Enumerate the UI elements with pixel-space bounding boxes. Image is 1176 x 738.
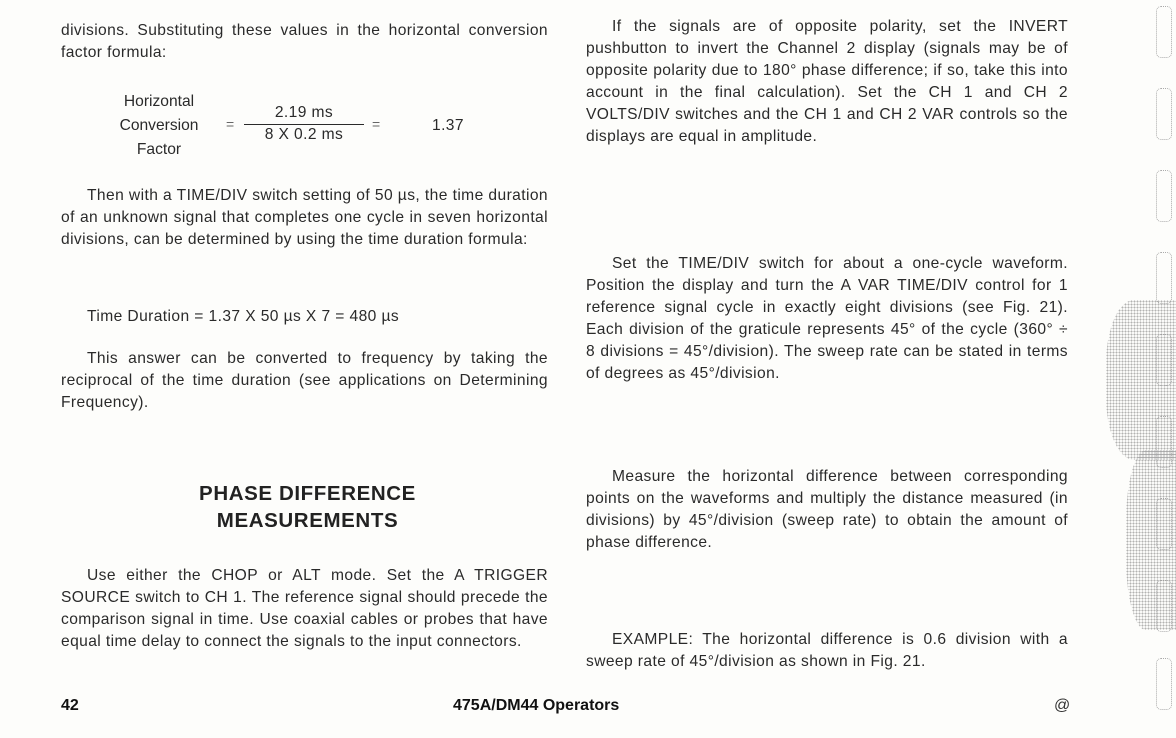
paragraph-text: Measure the horizontal difference between corresponding points on the waveforms and multiply the distance measured (in divisions) by 45°/division (sweep rate) to obtain the amount of phase difference. bbox=[586, 468, 1068, 551]
fraction bbox=[244, 104, 364, 144]
index-tab bbox=[1156, 170, 1172, 222]
right-paragraph-invert bbox=[586, 16, 1068, 148]
index-tab bbox=[1156, 252, 1172, 304]
page-number: 42 bbox=[61, 697, 79, 714]
left-paragraph-phase-setup bbox=[61, 565, 548, 653]
equals-sign: = bbox=[226, 116, 235, 132]
equals-sign: = bbox=[372, 116, 381, 132]
section-heading bbox=[110, 480, 505, 534]
time-duration-formula: Time Duration = 1.37 X 50 µs X 7 = 480 µs bbox=[87, 308, 400, 325]
fraction-numerator: 2.19 ms bbox=[244, 104, 364, 125]
left-paragraph-time-duration bbox=[61, 185, 548, 251]
left-paragraph-intro bbox=[61, 20, 548, 64]
heading-line: MEASUREMENTS bbox=[216, 509, 399, 532]
paragraph-text: This answer can be converted to frequency by taking the reciprocal of the time duration (see applications on Determining Frequency). bbox=[61, 350, 548, 411]
heading-line: PHASE DIFFERENCE bbox=[199, 482, 416, 505]
fraction-denominator: 8 X 0.2 ms bbox=[264, 126, 344, 143]
paragraph-text: divisions. Substituting these values in the horizontal conversion factor formula: bbox=[61, 22, 548, 61]
paragraph-text: Use either the CHOP or ALT mode. Set the A TRIGGER SOURCE switch to CH 1. The reference signal should precede the comparison signal in time. Use coaxial cables or probes that have equal time delay to connect the signals to the input connectors. bbox=[61, 567, 548, 650]
formula-label-line: Horizontal bbox=[123, 93, 195, 110]
right-paragraph-timediv bbox=[586, 253, 1068, 385]
paragraph-text: If the signals are of opposite polarity, set the INVERT pushbutton to invert the Channel 2 display (signals may be of opposite polarity due to 180° phase difference; if so, take this into account in the final calculation). Set the CH 1 and CH 2 VOLTS/DIV switches and the CH 1 and CH 2 VAR controls so the displays are equal in amplitude. bbox=[586, 18, 1068, 145]
paragraph-text: EXAMPLE: The horizontal difference is 0.6 division with a sweep rate of 45°/division as shown in Fig. 21. bbox=[586, 631, 1068, 670]
index-tab bbox=[1156, 88, 1172, 140]
scan-shadow bbox=[1126, 450, 1176, 630]
index-tab bbox=[1156, 6, 1172, 58]
formula-label-line: Factor bbox=[136, 141, 182, 158]
index-tab bbox=[1156, 658, 1172, 710]
right-paragraph-example bbox=[586, 629, 1068, 673]
formula-result: 1.37 bbox=[432, 117, 464, 134]
footer-title: 475A/DM44 Operators bbox=[453, 697, 620, 714]
paragraph-text: Set the TIME/DIV switch for about a one-cycle waveform. Position the display and turn the A VAR TIME/DIV control for 1 reference signal cycle in exactly eight divisions (see Fig. 21). Each division of the graticule represents 45° of the cycle (360° ÷ 8 divisions = 45°/division). The sweep rate can be stated in terms of degrees as 45°/division. bbox=[586, 255, 1068, 382]
right-paragraph-measure bbox=[586, 466, 1068, 554]
scan-shadow bbox=[1106, 300, 1176, 460]
publisher-mark: @ bbox=[1054, 697, 1071, 714]
formula-label-line: Conversion bbox=[119, 117, 199, 134]
left-paragraph-frequency bbox=[61, 348, 548, 414]
paragraph-text: Then with a TIME/DIV switch setting of 50 µs, the time duration of an unknown signal that completes one cycle in seven horizontal divisions, can be determined by using the time duration formula: bbox=[61, 187, 548, 248]
